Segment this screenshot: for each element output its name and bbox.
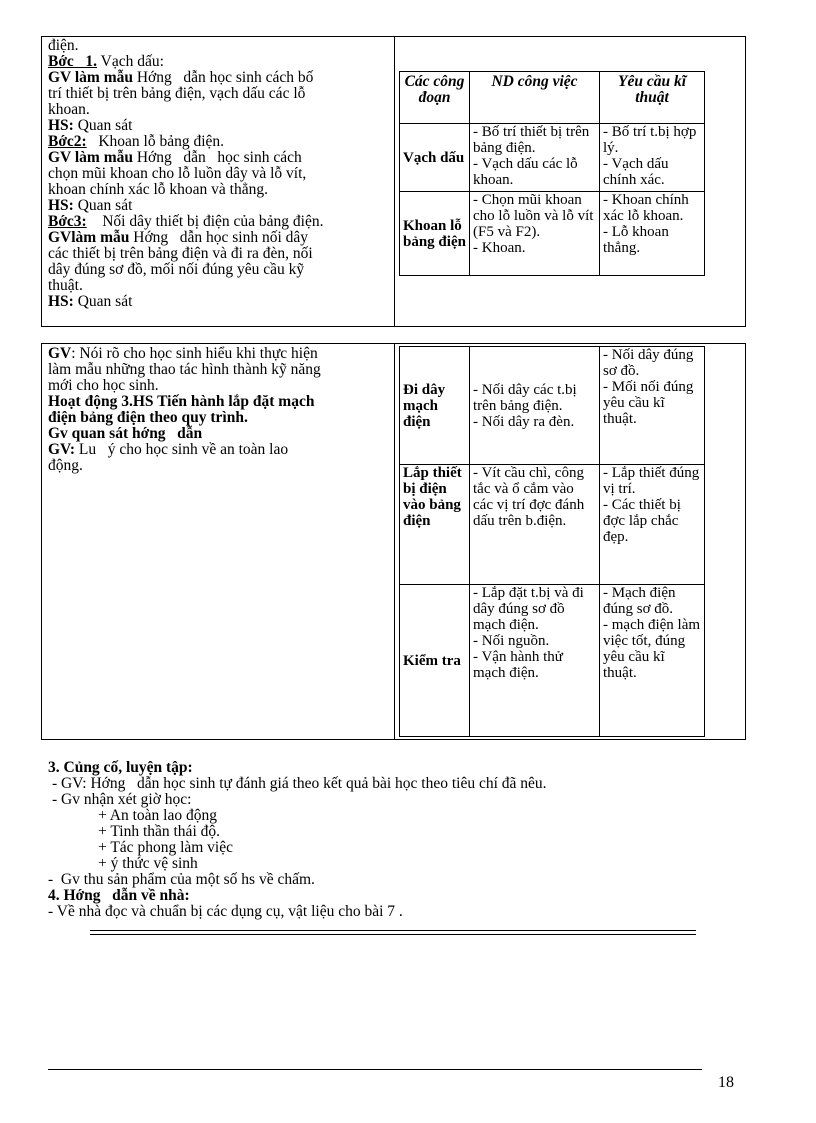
task-cell: - Chọn mũi khoan cho lỗ luồn và lỗ vít (F5 và F2). - Khoan. bbox=[470, 192, 600, 276]
stage-cell: Vạch dấu bbox=[400, 124, 470, 192]
task-cell: - Lắp đặt t.bị và đi dây đúng sơ đồ mạch điện. - Nối nguồn. - Vận hành thử mạch điện. bbox=[470, 585, 600, 737]
text-line: điện. bbox=[48, 37, 79, 54]
text-line: HS: Quan sát bbox=[48, 197, 133, 214]
text-line: HS: Quan sát bbox=[48, 293, 133, 310]
stage-cell: Đi dây mạch điện bbox=[400, 347, 470, 465]
requirement-cell: - Bố trí t.bị hợp lý. - Vạch dấu chính xác. bbox=[600, 124, 705, 192]
requirement-cell: - Khoan chính xác lỗ khoan. - Lỗ khoan thẳng. bbox=[600, 192, 705, 276]
section4-title: 4. Hớng dẫn về nhà: bbox=[48, 887, 190, 904]
footer-rule bbox=[48, 1069, 702, 1070]
task-cell: - Bố trí thiết bị trên bảng điện. - Vạch dấu các lỗ khoan. bbox=[470, 124, 600, 192]
text-line: chọn mũi khoan cho lỗ luồn dây và lỗ vít, bbox=[48, 165, 307, 182]
text-line: các thiết bị trên bảng điện và đi ra đèn, nối bbox=[48, 245, 313, 262]
stage-cell: Lắp thiết bị điện vào bảng điện bbox=[400, 465, 470, 585]
text-line: HS: Quan sát bbox=[48, 117, 133, 134]
header-requirement: Yêu cầu kĩ thuật bbox=[600, 72, 705, 124]
task-cell: - Nối dây các t.bị trên bảng điện. - Nối dây ra đèn. bbox=[470, 347, 600, 465]
text-line: điện bảng điện theo quy trình. bbox=[48, 409, 248, 426]
text-line: Bớc 1. Vạch dấu: bbox=[48, 53, 164, 70]
text-line: mới cho học sinh. bbox=[48, 377, 159, 394]
table-row bbox=[400, 192, 705, 276]
text-line: khoan. bbox=[48, 101, 90, 118]
table-row bbox=[400, 585, 705, 737]
text-line: khoan chính xác lỗ khoan và thẳng. bbox=[48, 181, 268, 198]
stage-cell: Khoan lỗ bảng điện bbox=[400, 192, 470, 276]
table-row bbox=[400, 347, 705, 465]
section3-last-item: - Gv thu sản phẩm của một số hs về chấm. bbox=[48, 871, 315, 888]
requirement-cell: - Lắp thiết đúng vị trí. - Các thiết bị đợc lắp chắc đẹp. bbox=[600, 465, 705, 585]
text-line: GV làm mẫu Hớng dẫn học sinh cách bố bbox=[48, 69, 314, 86]
section3-title: 3. Củng cố, luyện tập: bbox=[48, 759, 193, 776]
text-line: GV: Nói rõ cho học sinh hiểu khi thực hiện bbox=[48, 345, 318, 362]
text-line: Bớc2: Khoan lỗ bảng điện. bbox=[48, 133, 225, 150]
table-row bbox=[400, 465, 705, 585]
text-line: GV làm mẫu Hớng dẫn học sinh cách bbox=[48, 149, 302, 166]
section3-subitem: + An toàn lao động bbox=[98, 807, 217, 824]
text-line: GV: Lu ý cho học sinh về an toàn lao bbox=[48, 441, 289, 458]
header-task: ND công việc bbox=[470, 72, 600, 124]
text-line: Gv quan sát hớng dẫn bbox=[48, 425, 203, 442]
section3-subitem: + Tác phong làm việc bbox=[98, 839, 233, 856]
text-line: động. bbox=[48, 457, 83, 474]
box1-procedure-table bbox=[399, 71, 705, 276]
requirement-cell: - Mạch điện đúng sơ đồ. - mạch điện làm việc tốt, đúng yêu cầu kĩ thuật. bbox=[600, 585, 705, 737]
text-line: GVlàm mẫu Hớng dẫn học sinh nối dây bbox=[48, 229, 309, 246]
consolidation-section bbox=[48, 760, 748, 920]
text-line: dây đúng sơ đồ, mối nối đúng yêu cầu kỹ bbox=[48, 261, 305, 278]
text-line: thuật. bbox=[48, 277, 83, 294]
box2-left-text bbox=[48, 346, 392, 474]
header-stage: Các công đoạn bbox=[400, 72, 470, 124]
requirement-cell: - Nối dây đúng sơ đồ. - Mối nối đúng yêu cầu kĩ thuật. bbox=[600, 347, 705, 465]
box1-divider bbox=[394, 36, 395, 327]
text-line: Hoạt động 3.HS Tiến hành lắp đặt mạch bbox=[48, 393, 315, 410]
section3-item: - Gv nhận xét giờ học: bbox=[52, 791, 192, 808]
table-row bbox=[400, 124, 705, 192]
box2-procedure-table bbox=[399, 346, 705, 737]
double-rule-bottom bbox=[90, 934, 696, 935]
section3-item: - GV: Hớng dẫn học sinh tự đánh giá theo kết quả bài học theo tiêu chí đã nêu. bbox=[52, 775, 547, 792]
text-line: Bớc3: Nối dây thiết bị điện của bảng điện. bbox=[48, 213, 324, 230]
task-cell: - Vít cầu chì, công tắc và ổ cắm vào các vị trí đợc đánh dấu trên b.điện. bbox=[470, 465, 600, 585]
box2-divider bbox=[394, 343, 395, 740]
section4-text: - Về nhà đọc và chuẩn bị các dụng cụ, vật liệu cho bài 7 . bbox=[48, 903, 403, 920]
stage-cell: Kiểm tra bbox=[400, 585, 470, 737]
page-number: 18 bbox=[718, 1074, 734, 1091]
section3-subitem: + ý thức vệ sinh bbox=[98, 855, 198, 872]
double-rule-top bbox=[90, 930, 696, 931]
box1-left-text bbox=[48, 38, 392, 310]
text-line: làm mẫu những thao tác hình thành kỹ năng bbox=[48, 361, 321, 378]
text-line: trí thiết bị trên bảng điện, vạch dấu các lỗ bbox=[48, 85, 306, 102]
section3-subitem: + Tinh thần thái độ. bbox=[98, 823, 220, 840]
